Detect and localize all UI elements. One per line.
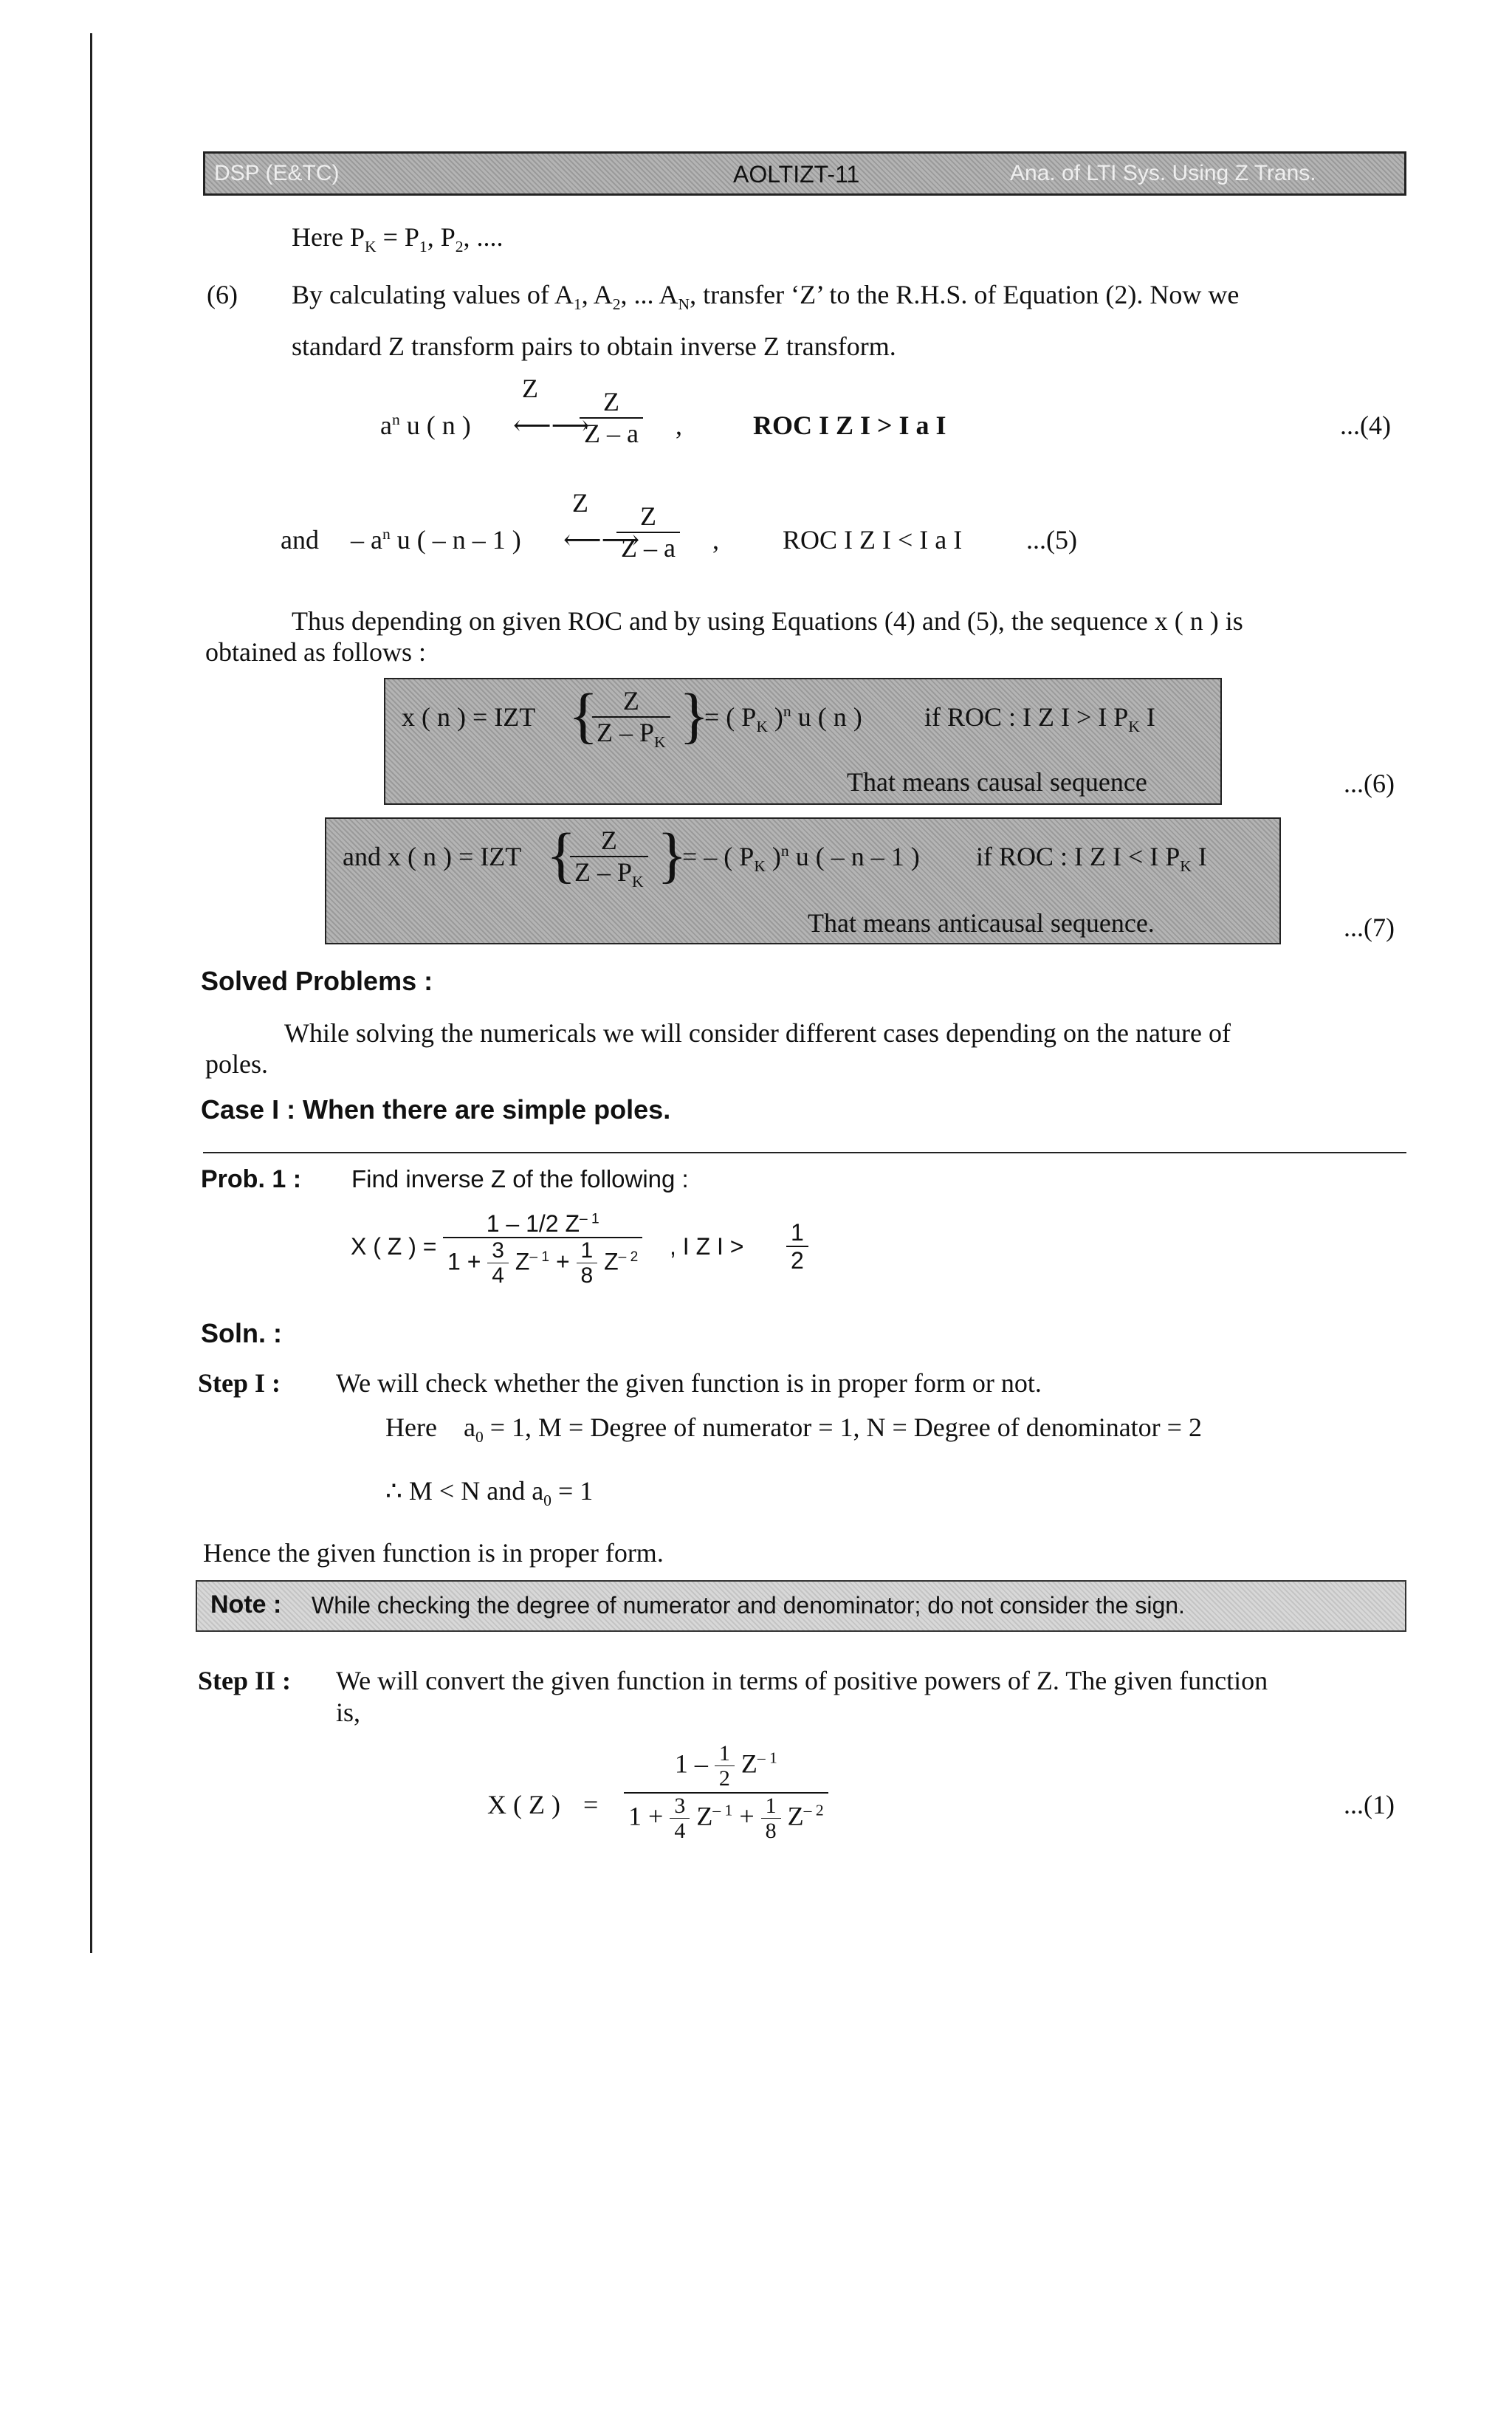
equation-5: and – $a^n$ u ( – n – 1 ) Z ⟵⟶ $\frac{Z}{Z - a}$ , ROC I Z I < I a I ...(5) — [281, 488, 1077, 563]
page-header — [203, 151, 1406, 196]
note-label: Note : — [210, 1590, 282, 1619]
prob1-roc: , I Z I > — [670, 1233, 744, 1260]
eq5-and: and — [281, 525, 319, 555]
header-right: Ana. of LTI Sys. Using Z Trans. — [1010, 161, 1316, 185]
eq7-tag: ...(7) — [1344, 913, 1395, 942]
box6-cond: if ROC : I Z I > I P — [924, 702, 1129, 732]
prob1-label: Prob. 1 : — [201, 1165, 302, 1193]
case-heading: Case I : When there are simple poles. — [201, 1094, 671, 1125]
eq4-tag: ...(4) — [1340, 411, 1391, 440]
thus-line1: Thus depending on given ROC and by using Equations (4) and (5), the sequence x ( n ) is — [292, 606, 1243, 636]
step6-line2: standard Z transform pairs to obtain inverse Z transform. — [292, 332, 896, 361]
solved-para-line2: poles. — [205, 1049, 268, 1079]
prob1-equation: X ( Z ) = 1 – 1/2 $Z^{- 1}$ 1 + $\frac{3}{4}$ $Z^{- 1}$ + $\frac{1}{8}$ $Z^{- 2}$ , I Z I > $\frac{1}{2}$ — [351, 1211, 867, 1314]
step1-here: Here $a_0 = 1$, M = Degree of numerator = 1, N = Degree of denominator = 2 — [385, 1413, 1202, 1447]
step6-line1: By calculating values of $A_1$, $A_2$, ... $A_N$, transfer ‘Z’ to the R.H.S. of Equation (2). Now we — [292, 280, 1240, 314]
eq5-roc: ROC I Z I < I a I — [783, 525, 963, 555]
soln-label: Soln. : — [201, 1318, 282, 1348]
anticausal-box: and x ( n ) = IZT { $\frac{Z}{Z - P_K}$ } = – ( $P_K$ )$^n$ u ( – n – 1 ) if ROC : I Z I < I $P_K$ I That means anticausal sequence. — [325, 817, 1281, 944]
margin-line — [90, 33, 92, 1953]
thus-line2: obtained as follows : — [205, 637, 426, 667]
box7-lhs: and x ( n ) = IZT — [343, 842, 522, 871]
step1-label: Step I : — [198, 1368, 281, 1398]
step6-number: (6) — [207, 280, 238, 309]
eq5-tag: ...(5) — [1026, 525, 1077, 555]
step1-text: We will check whether the given function is in proper form or not. — [336, 1368, 1042, 1398]
step2-label: Step II : — [198, 1666, 292, 1695]
prob1-lhs: X ( Z ) = — [351, 1233, 437, 1260]
step1-therefore: ∴ M < N and $a_0 = 1$ — [385, 1476, 594, 1510]
prob1-text: Find inverse Z of the following : — [351, 1165, 689, 1193]
note-text: While checking the degree of numerator and denominator; do not consider the sign. — [312, 1592, 1185, 1619]
box7-cond: if ROC : I Z I < I P — [976, 842, 1181, 871]
step2-tag: ...(1) — [1344, 1790, 1395, 1819]
eq6-tag: ...(6) — [1344, 769, 1395, 798]
box7-note: That means anticausal sequence. — [808, 908, 1155, 938]
hence-text: Hence the given function is in proper form. — [203, 1538, 664, 1568]
header-center: AOLTIZT-11 — [733, 161, 860, 188]
eq4-roc: ROC I Z I > I a I — [753, 411, 946, 440]
step2-equation: X ( Z ) = 1 – $\frac{1}{2}$ $Z^{- 1}$ 1 + $\frac{3}{4}$ $Z^{- 1}$ + $\frac{1}{8}$ $Z^{- 2}$ ...(1) — [487, 1741, 1395, 1843]
equation-4: $a^n$ u ( n ) Z ⟵⟶ $\frac{Z}{Z - a}$ , ROC I Z I > I a I ...(4) — [380, 374, 1391, 448]
box6-note: That means causal sequence — [847, 767, 1147, 797]
causal-box: x ( n ) = IZT { $\frac{Z}{Z - P_K}$ } = ( $P_K$ )$^n$ u ( n ) if ROC : I Z I > I $P_K$ I That means causal sequence — [384, 678, 1222, 805]
step2-line1: We will convert the given function in terms of positive powers of Z. The given function — [336, 1666, 1268, 1695]
step2-line2: is, — [336, 1698, 361, 1727]
here-pk-line: Here $P_K = P_1$, $P_2$, .... — [292, 222, 504, 256]
section-divider — [203, 1152, 1406, 1153]
box6-lhs: x ( n ) = IZT — [402, 702, 536, 732]
header-left: DSP (E&TC) — [214, 161, 340, 185]
solved-problems-heading: Solved Problems : — [201, 966, 433, 996]
step2-lhs: X ( Z ) — [487, 1790, 560, 1819]
step2-eq-sign: = — [583, 1790, 599, 1819]
solved-para-line1: While solving the numericals we will consider different cases depending on the nature of — [284, 1018, 1231, 1048]
note-bar — [196, 1580, 1406, 1632]
